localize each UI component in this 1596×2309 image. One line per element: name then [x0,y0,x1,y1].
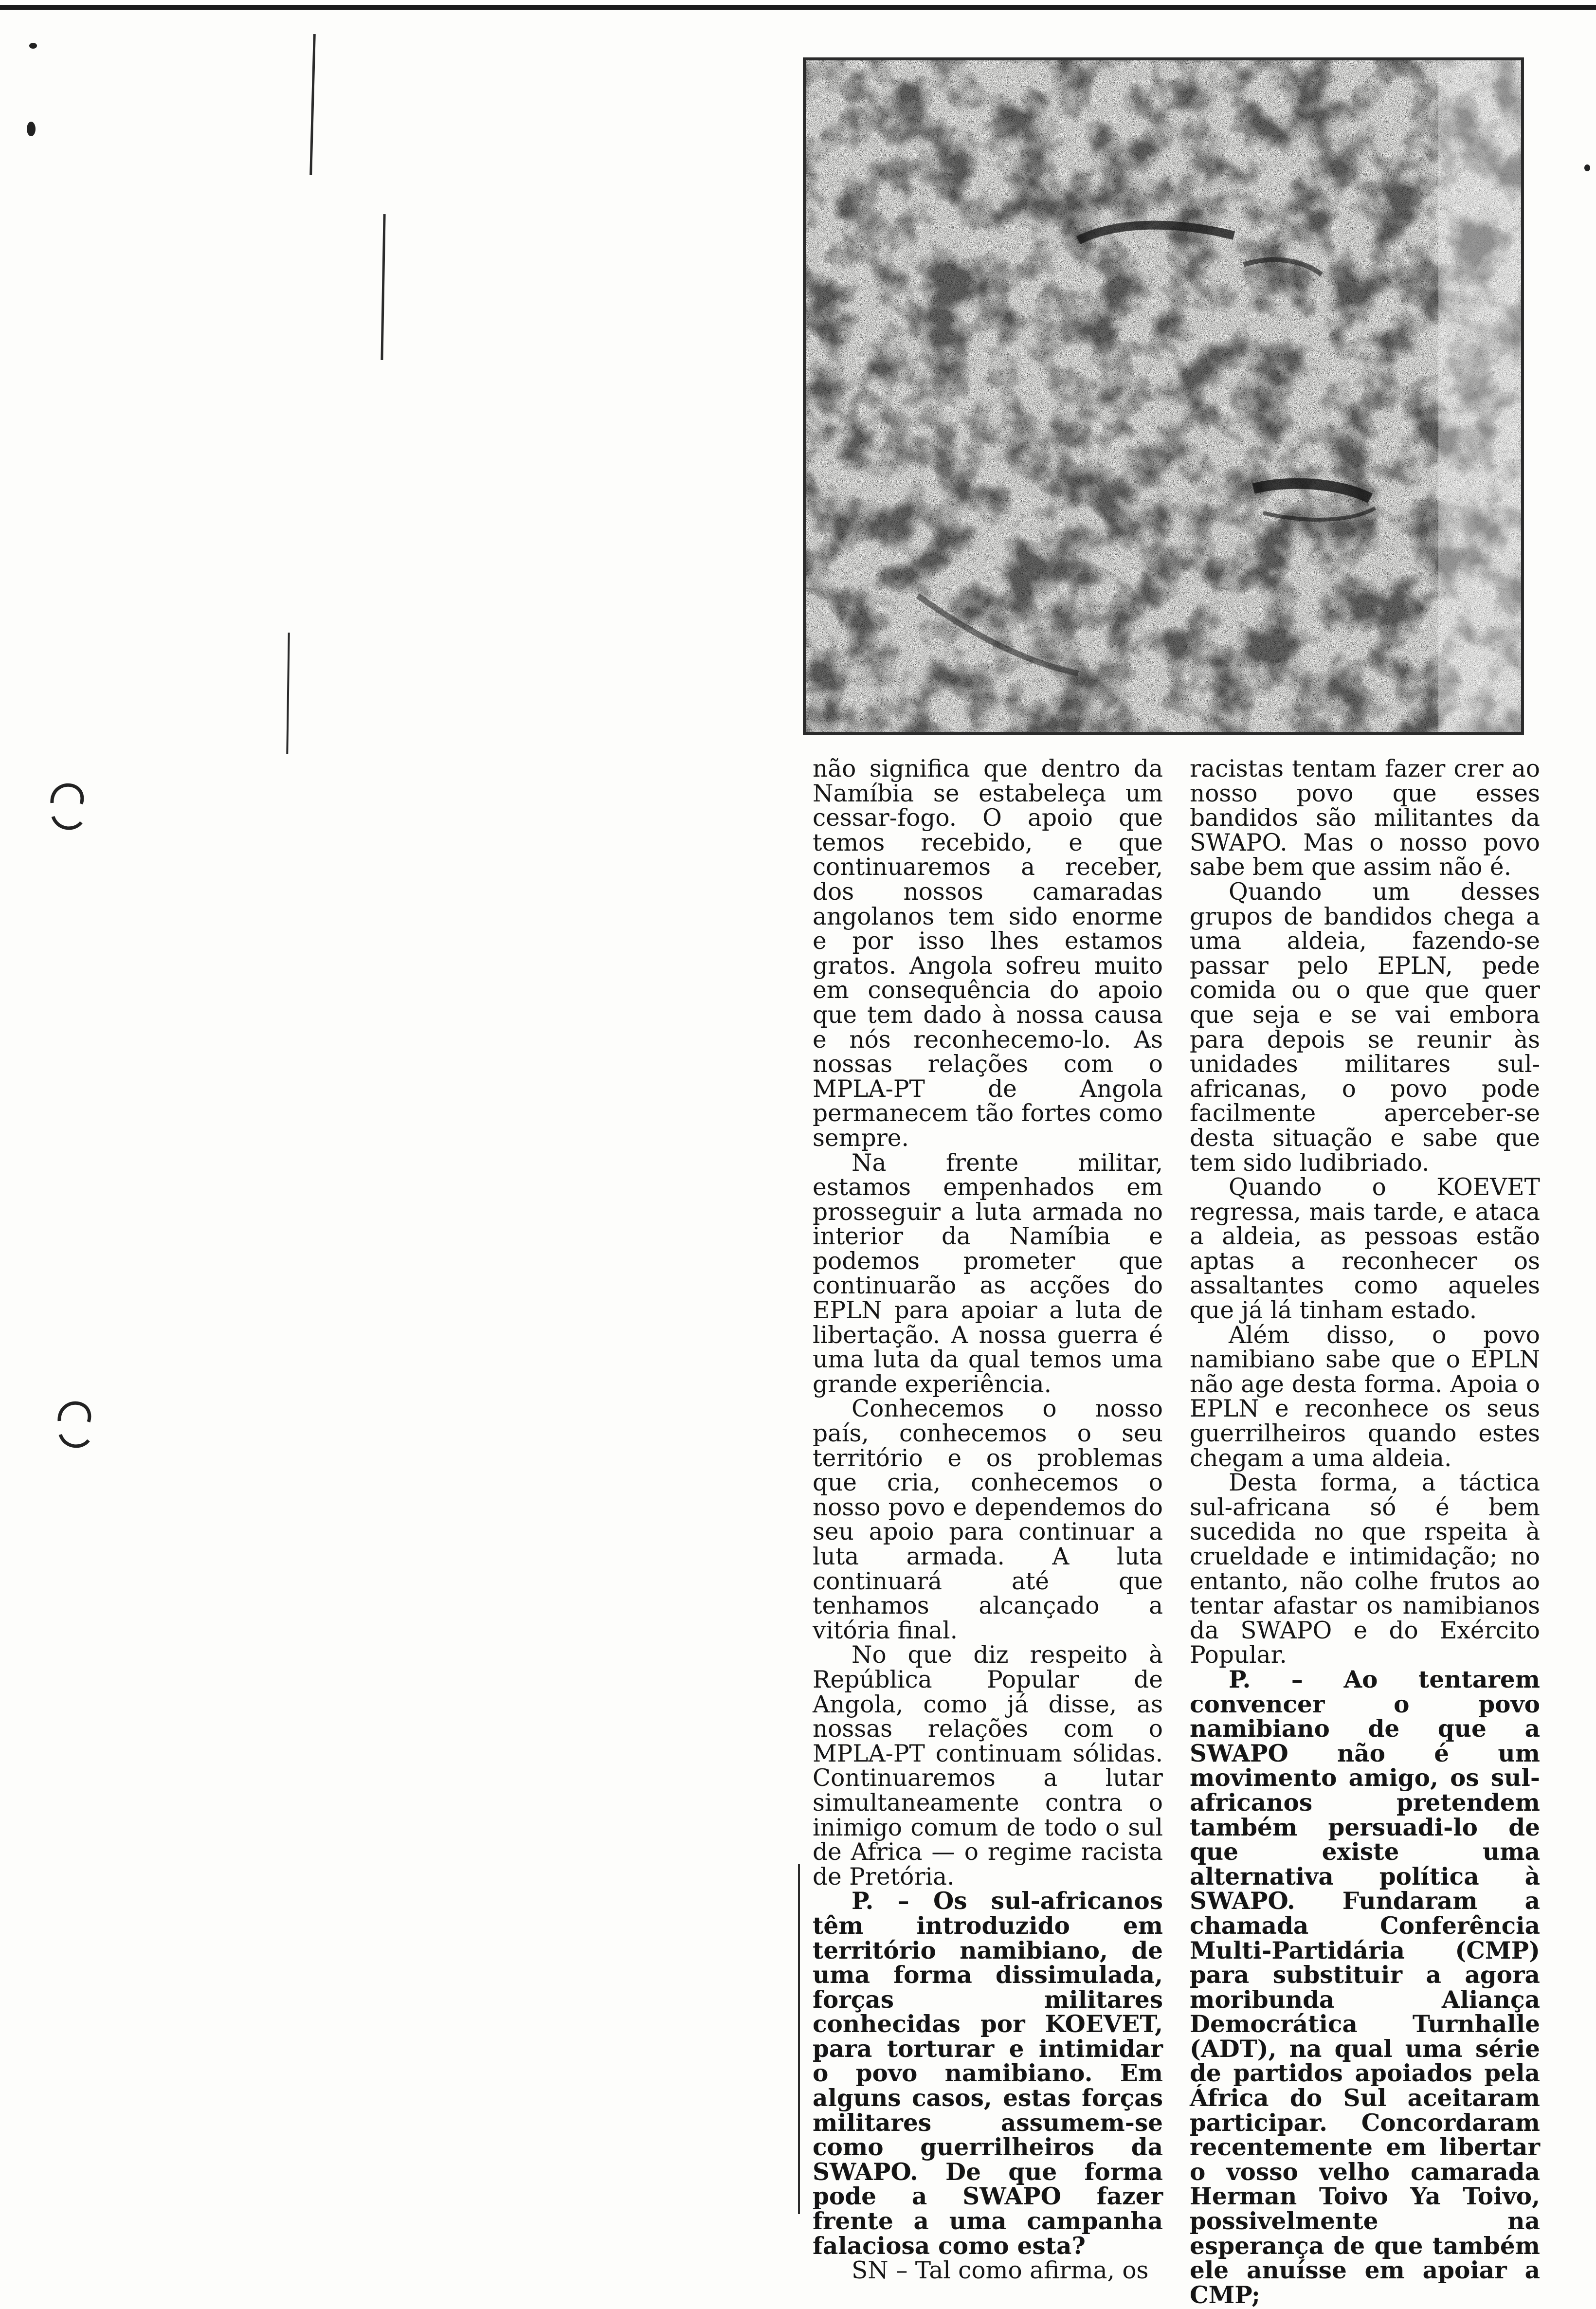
interview-question: P. – Ao tentarem convencer o povo namibiano de que a SWAPO não é um movimento amigo, os sul-africanos pretendem também persuadi-lo de que existe uma alternativa política à SWAPO. Fundaram a chamada Conferência Multi-Partidária (CMP) para substituir a agora moribunda Aliança Democrática Turnhalle (ADT), na qual uma série de partidos apoiados pela África do Sul aceitaram participar. Concordaram recentemente em libertar o vosso velho camarada Herman Toivo Ya Toivo, possivelmente na esperança de que também ele anuísse em apoiar a CMP; [1190,1665,1540,2309]
scan-gutter-line [309,34,316,175]
article-column-1 [813,755,1163,2285]
scan-gutter-line [381,214,385,360]
scan-speck [27,122,36,136]
interview-question: P. – Os sul-africanos têm introduzido em território namibiano, de uma forma dissimulada, forças militares conhecidas por KOEVET, para torturar e intimidar o povo namibiano. Em alguns casos, estas forças militares assumem-se como guerrilheiros da SWAPO. De que forma pode a SWAPO fazer frente a uma campanha falaciosa como esta? [813,1887,1163,2260]
punch-hole-icon [46,779,88,837]
article-paragraph: não significa que dentro da Namíbia se estabeleça um cessar-fogo. O apoio que temos recebido, e que continuaremos a receber, dos nossos camaradas angolanos tem sido enorme e por isso lhes estamos gratos. Angola sofreu muito em consequência do apoio que tem dado à nossa causa e nós reconhecemo-lo. As nossas relações com o MPLA-PT de Angola permanecem tão fortes como sempre. [813,755,1163,1152]
scan-gutter-line [286,633,290,754]
article-paragraph: SN – Tal como afirma, os [852,2257,1149,2285]
article-paragraph: Conhecemos o nosso país, conhecemos o seu território e os problemas que cria, conhecemos o nosso povo e dependemos do seu apoio para continuar a luta armada. A luta continuará até que tenhamos alcançado a vitória final. [813,1395,1163,1644]
punch-hole-icon [54,1397,95,1455]
article-paragraph: Na frente militar, estamos empenhados em prosseguir a luta armada no interior da Namíbia e podemos prometer que continuarão as acções do EPLN para apoiar a luta de libertação. A nossa guerra é uma luta da qual temos uma grande experiência. [813,1149,1163,1398]
article-paragraph: racistas tentam fazer crer ao nosso povo que esses bandidos são militantes da SWAPO. Mas o nosso povo sabe bem que assim não é. [1190,755,1540,881]
article-paragraph: Quando um desses grupos de bandidos chega a uma aldeia, fazendo-se passar pelo EPLN, pede comida ou o que que quer que seja e se vai embora para depois se reunir às unidades militares sul-africanas, o povo pode facilmente aperceber-se desta situação e sabe que tem sido ludibriado. [1190,878,1540,1177]
scan-speck [29,43,37,49]
article-paragraph: No que diz respeito à República Popular de Angola, como já disse, as nossas relações com o MPLA-PT continuam sólidas. Continuaremos a lutar simultaneamente contra o inimigo comum de todo o sul de Africa — o regime racista de Pretória. [813,1641,1163,1891]
article-paragraph: Além disso, o povo namibiano sabe que o EPLN não age desta forma. Apoia o EPLN e reconhece os seus guerrilheiros quando estes chegam a uma aldeia. [1190,1321,1540,1472]
article-paragraph: Desta forma, a táctica sul-africana só é bem sucedida no que rspeita à crueldade e intimidação; no entanto, não colhe frutos ao tentar afastar os namibianos da SWAPO e do Exército Popular. [1190,1469,1540,1669]
article-paragraph: Quando o KOEVET regressa, mais tarde, e ataca a aldeia, as pessoas estão aptas a reconhecer os assaltantes como aqueles que já lá tinham estado. [1190,1174,1540,1325]
article-photo [803,57,1524,735]
article-column-2 [1190,755,1540,2309]
scan-speck [1584,164,1590,171]
top-border-rule [0,5,1596,10]
column-rule [798,1864,800,2214]
